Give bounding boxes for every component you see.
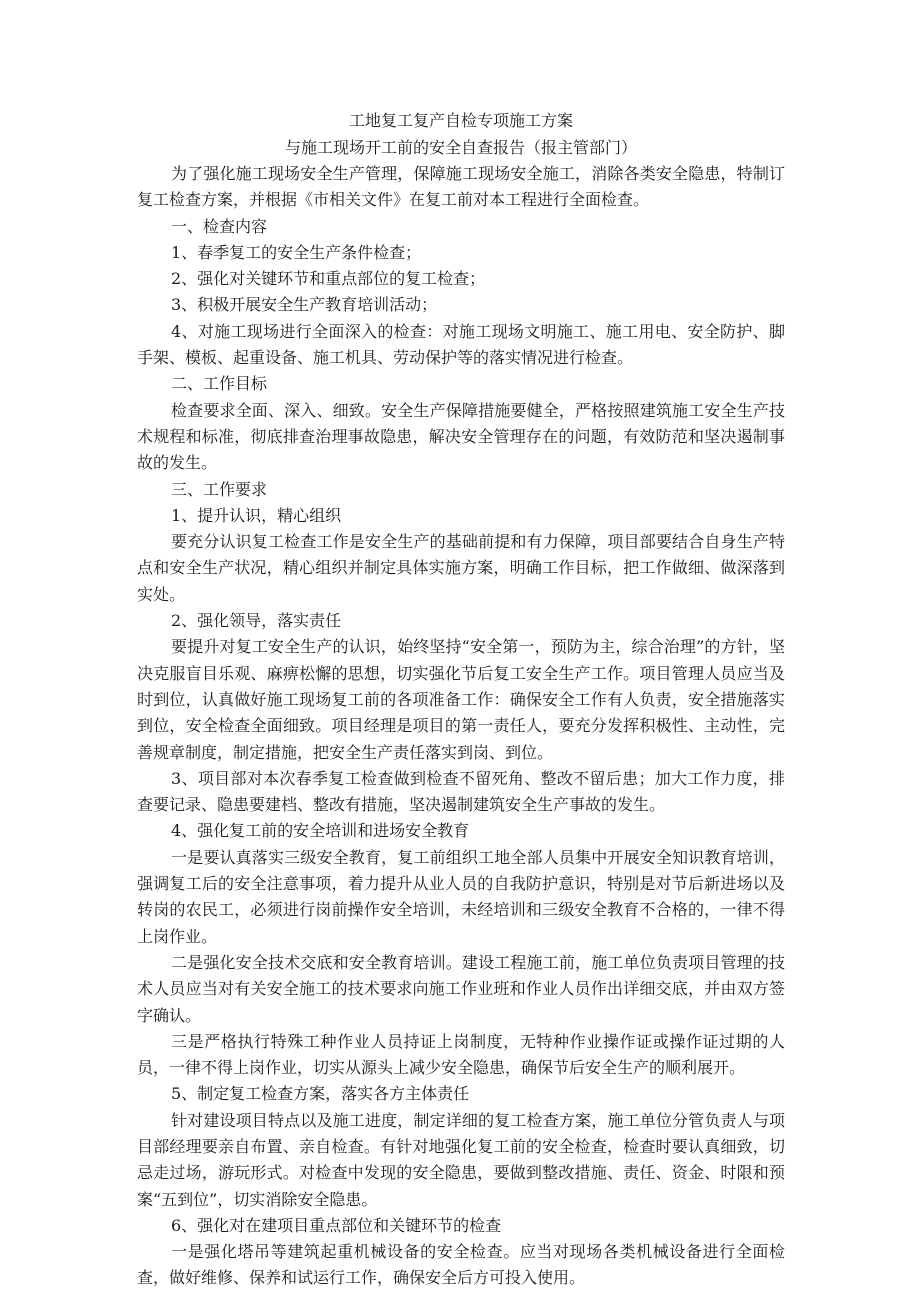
document-subtitle: 与施工现场开工前的安全自查报告（报主管部门） bbox=[284, 138, 637, 157]
body-paragraph: 检查要求全面、深入、细致。安全生产保障措施要健全，严格按照建筑施工安全生产技术规程和标准，彻底排查治理事故隐患，解决安全管理存在的问题，有效防范和坚决遏制事故的发生。 bbox=[137, 400, 785, 473]
intro-paragraph: 为了强化施工现场安全生产管理，保障施工现场安全施工，消除各类安全隐患，特制订复工检查方案，并根据《市相关文件》在复工前对本工程进行全面检查。 bbox=[137, 164, 785, 210]
body-paragraph: 一是强化塔吊等建筑起重机械设备的安全检查。应当对现场各类机械设备进行全面检查，做好维修、保养和试运行工作，确保安全后方可投入使用。 bbox=[137, 1242, 785, 1288]
subsection-heading: 4、强化复工前的安全培训和进场安全教育 bbox=[171, 821, 470, 841]
body-paragraph: 要提升对复工安全生产的认识，始终坚持“安全第一，预防为主，综合治理”的方针，坚决克服盲目乐观、麻痹松懈的思想，切实强化节后复工安全生产工作。项目管理人员应当及时到位，认真做好施工现场复工前的各项准备工作：确保安全工作有人负责，安全措施落实到位，安全检查全面细致。项目经理是项目的第一责任人，要充分发挥积极性、主动性，完善规章制度，制定措施，把安全生产责任落实到岗、到位。 bbox=[137, 637, 785, 762]
list-item: 3、积极开展安全生产教育培训活动； bbox=[171, 295, 438, 315]
body-paragraph: 二是强化安全技术交底和安全教育培训。建设工程施工前，施工单位负责项目管理的技术人员应当对有关安全施工的技术要求向施工作业班和作业人员作出详细交底，并由双方签字确认。 bbox=[137, 952, 785, 1025]
list-item: 2、强化对关键环节和重点部位的复工检查； bbox=[171, 269, 486, 289]
document-title: 工地复工复产自检专项施工方案 bbox=[348, 111, 573, 130]
subsection-heading: 5、制定复工检查方案，落实各方主体责任 bbox=[171, 1084, 470, 1104]
document-page bbox=[137, 108, 785, 1292]
body-paragraph: 针对建设项目特点以及施工进度，制定详细的复工检查方案，施工单位分管负责人与项目部经理要亲自布置、亲自检查。有针对地强化复工前的安全检查，检查时要认真细致，切忌走过场，游玩形式。对检查中发现的安全隐患，要做到整改措施、责任、资金、时限和预案“五到位”，切实消除安全隐患。 bbox=[137, 1110, 785, 1209]
list-item: 1、春季复工的安全生产条件检查； bbox=[171, 242, 422, 262]
subsection-heading: 1、提升认识，精心组织 bbox=[171, 505, 342, 525]
section-heading-requirements: 三、工作要求 bbox=[171, 479, 268, 499]
section-heading-inspection: 一、检查内容 bbox=[171, 216, 268, 236]
body-paragraph: 三是严格执行特殊工种作业人员持证上岗制度，无特种作业操作证或操作证过期的人员，一律不得上岗作业，切实从源头上减少安全隐患，确保节后安全生产的顺利展开。 bbox=[137, 1031, 785, 1078]
body-paragraph: 要充分认识复工检查工作是安全生产的基础前提和有力保障，项目部要结合自身生产特点和安全生产状况，精心组织并制定具体实施方案，明确工作目标，把工作做细、做深落到实处。 bbox=[137, 532, 785, 604]
section-heading-goals: 二、工作目标 bbox=[171, 374, 268, 394]
list-item: 4、对施工现场进行全面深入的检查：对施工现场文明施工、施工用电、安全防护、脚手架、模板、起重设备、施工机具、劳动保护等的落实情况进行检查。 bbox=[137, 321, 785, 368]
subsection-heading: 2、强化领导，落实责任 bbox=[171, 611, 342, 631]
body-paragraph: 一是要认真落实三级安全教育，复工前组织工地全部人员集中开展安全知识教育培训，强调复工后的安全注意事项，着力提升从业人员的自我防护意识，特别是对节后新进场以及转岗的农民工，必须进行岗前操作安全培训，未经培训和三级安全教育不合格的，一律不得上岗作业。 bbox=[137, 847, 785, 946]
body-paragraph: 3、项目部对本次春季复工检查做到检查不留死角、整改不留后患；加大工作力度，排查要记录、隐患要建档、整改有措施，坚决遏制建筑安全生产事故的发生。 bbox=[137, 768, 785, 815]
subsection-heading: 6、强化对在建项目重点部位和关键环节的检查 bbox=[171, 1215, 502, 1235]
